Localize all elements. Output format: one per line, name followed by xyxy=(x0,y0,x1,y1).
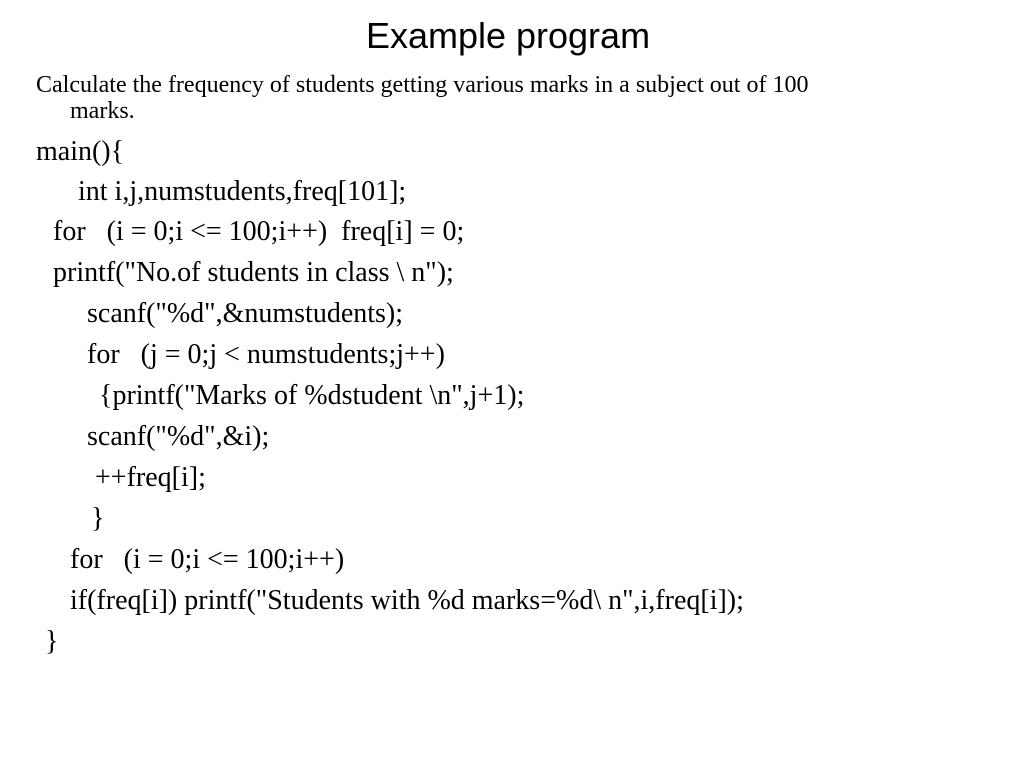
code-line-13: } xyxy=(45,626,59,657)
code-line-12: if(freq[i]) printf("Students with %d marks=%d\ n",i,freq[i]); xyxy=(70,585,744,616)
code-line-4: printf("No.of students in class \ n"); xyxy=(53,257,454,288)
code-line-8: scanf("%d",&i); xyxy=(87,421,270,452)
slide-title: Example program xyxy=(365,15,651,56)
code-line-9: ++freq[i]; xyxy=(95,462,206,493)
intro-line-2: marks. xyxy=(70,98,135,124)
code-line-7: {printf("Marks of %dstudent \n",j+1); xyxy=(99,380,525,411)
code-line-2: int i,j,numstudents,freq[101]; xyxy=(78,176,407,207)
code-line-5: scanf("%d",&numstudents); xyxy=(87,298,404,329)
intro-line-1: Calculate the frequency of students getting various marks in a subject out of 100 xyxy=(36,72,809,98)
code-line-6: for (j = 0;j < numstudents;j++) xyxy=(87,339,445,370)
code-line-3: for (i = 0;i <= 100;i++) freq[i] = 0; xyxy=(53,216,465,247)
code-line-1: main(){ xyxy=(36,136,125,167)
code-line-10: } xyxy=(91,503,105,534)
intro-paragraph xyxy=(36,72,976,124)
code-line-11: for (i = 0;i <= 100;i++) xyxy=(70,544,345,575)
